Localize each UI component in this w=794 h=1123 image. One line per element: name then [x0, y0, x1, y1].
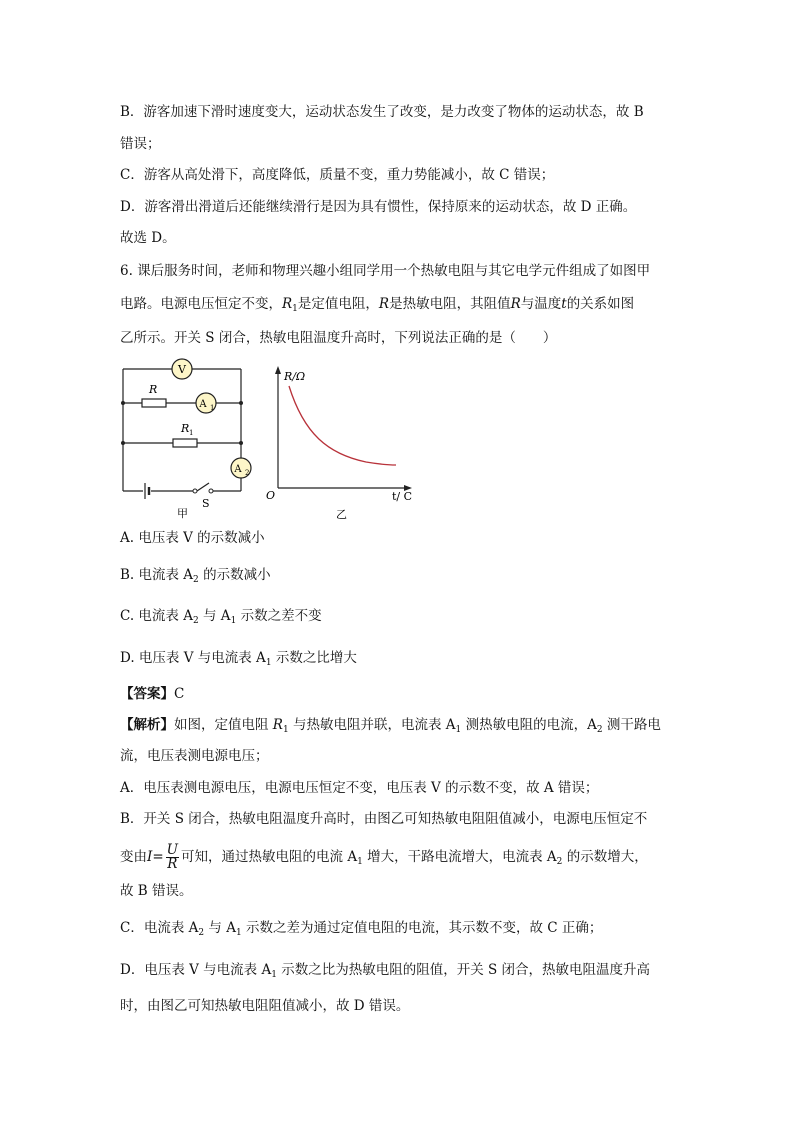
resistor-r-label: R: [149, 383, 158, 396]
answer-label: 【答案】: [120, 686, 174, 702]
subscript: 1: [265, 658, 272, 668]
option-a: A. 电压表 V 的示数减小: [120, 530, 265, 546]
resistor-r1-label: R: [181, 422, 190, 435]
subscript: 2: [192, 616, 199, 626]
voltmeter-label: V: [178, 363, 186, 376]
resistor-r1-sub: 1: [189, 429, 194, 437]
x-axis-label: t/ C: [392, 490, 413, 503]
answer-line: [120, 684, 184, 704]
text: 与 A: [198, 608, 231, 624]
figure-caption-jia: 甲: [177, 507, 188, 520]
y-axis-arrow: [275, 366, 281, 374]
ammeter-a2-label: A: [234, 464, 242, 475]
text: 与温度: [520, 296, 562, 312]
text: 的示数增大，: [562, 849, 648, 865]
resistance-temperature-graph: [262, 362, 422, 522]
figure-caption-yi: 乙: [336, 508, 347, 521]
subscript: 1: [230, 616, 237, 626]
text: =: [152, 849, 164, 865]
text: D. 电压表 V 与电流表 A: [120, 650, 266, 666]
subscript: 1: [282, 725, 289, 735]
text: 如图，定值电阻: [174, 717, 273, 733]
analysis-line: 故 B 错误。: [120, 883, 193, 899]
text: 电路。电源电压恒定不变，: [120, 296, 282, 312]
subscript: 1: [357, 857, 363, 867]
question-text: [120, 294, 634, 319]
text: 可知，通过热敏电阻的电流 A: [181, 849, 358, 865]
text: B. 电流表 A: [120, 567, 194, 583]
text-line: D．游客滑出滑道后还能继续滑行是因为具有惯性，保持原来的运动状态，故 D 正确。: [120, 199, 637, 215]
text-line: 故选 D。: [120, 230, 176, 246]
symbol: t: [561, 296, 567, 312]
option-d: [120, 648, 357, 673]
text-line: 错误；: [120, 136, 161, 152]
text: 是定值电阻，: [297, 296, 379, 312]
text: 是热敏电阻，其阻值: [389, 296, 511, 312]
ammeter-a1-label: A: [199, 399, 207, 410]
question-text: 乙所示。开关 S 闭合，热敏电阻温度升高时，下列说法正确的是（ ）: [120, 330, 557, 346]
option-b: [120, 565, 271, 590]
analysis-line: 流，电压表测电源电压；: [120, 748, 269, 764]
option-c: [120, 606, 322, 631]
circuit-diagram: [115, 355, 255, 520]
subscript: 2: [193, 575, 199, 585]
switch-label: S: [202, 497, 210, 510]
ammeter-a1-sub: 1: [210, 404, 215, 412]
r-t-curve: [289, 386, 396, 465]
text: 的关系如图: [566, 296, 635, 312]
analysis-line: [120, 843, 648, 876]
numerator: U: [166, 842, 179, 858]
analysis-line: B．开关 S 闭合，热敏电阻温度升高时，由图乙可知热敏电阻阻值减小，电源电压恒定不: [120, 811, 648, 827]
resistor-r: [142, 399, 166, 407]
denominator: R: [167, 856, 178, 872]
subscript: 2: [596, 725, 603, 735]
subscript: 1: [455, 725, 462, 735]
origin-label: O: [266, 489, 276, 502]
analysis-label: 【解析】: [120, 717, 174, 733]
ammeter-a2-sub: 2: [245, 469, 250, 477]
analysis-line: A．电压表测电源电压，电源电压恒定不变，电压表 V 的示数不变，故 A 错误；: [120, 780, 599, 796]
symbol: I: [147, 849, 153, 865]
text: 测热敏电阻的电流，A: [461, 717, 597, 733]
text-line: B．游客加速下滑时速度变大，运动状态发生了改变，是力改变了物体的运动状态，故 B: [120, 104, 644, 120]
subscript: 2: [556, 857, 563, 867]
text: 与热敏电阻并联，电流表 A: [288, 717, 456, 733]
text: 示数之差为通过定值电阻的电流，其示数不变，故 C 正确；: [241, 920, 603, 936]
analysis-line: [120, 960, 650, 985]
text: 测干路电: [602, 717, 661, 733]
text: 变由: [120, 849, 147, 865]
text: D．电压表 V 与电流表 A: [120, 962, 272, 978]
analysis-line: [120, 715, 661, 740]
analysis-line: [120, 918, 602, 943]
answer-value: C: [174, 686, 185, 702]
subscript: 2: [198, 928, 205, 938]
symbol: R: [378, 296, 390, 312]
text: C. 电流表 A: [120, 608, 193, 624]
subscript: 1: [292, 304, 298, 314]
text: 示数之比增大: [271, 650, 357, 666]
text: C．电流表 A: [120, 920, 199, 936]
analysis-line: 时，由图乙可知热敏电阻阻值减小，故 D 错误。: [120, 998, 410, 1014]
fraction-u-over-r: [166, 844, 179, 871]
text: 示数之比为热敏电阻的阻值，开关 S 闭合，热敏电阻温度升高: [276, 962, 651, 978]
symbol: R: [510, 296, 521, 312]
question-text: 6. 课后服务时间，老师和物理兴趣小组同学用一个热敏电阻与其它电学元件组成了如图甲: [120, 263, 651, 279]
switch-contact: [193, 489, 197, 493]
text-line: C．游客从高处滑下，高度降低，质量不变，重力势能减小，故 C 错误；: [120, 167, 555, 183]
text: 示数之差不变: [236, 608, 322, 624]
text: 与 A: [204, 920, 236, 936]
text: 的示数减小: [198, 567, 271, 583]
symbol: R: [282, 296, 293, 312]
y-axis-label: R/Ω: [284, 370, 306, 383]
symbol: R: [272, 717, 283, 733]
subscript: 1: [271, 970, 277, 980]
subscript: 1: [235, 928, 242, 938]
switch-contact: [209, 489, 213, 493]
resistor-r1: [173, 439, 197, 447]
text: 增大，干路电流增大，电流表 A: [362, 849, 557, 865]
